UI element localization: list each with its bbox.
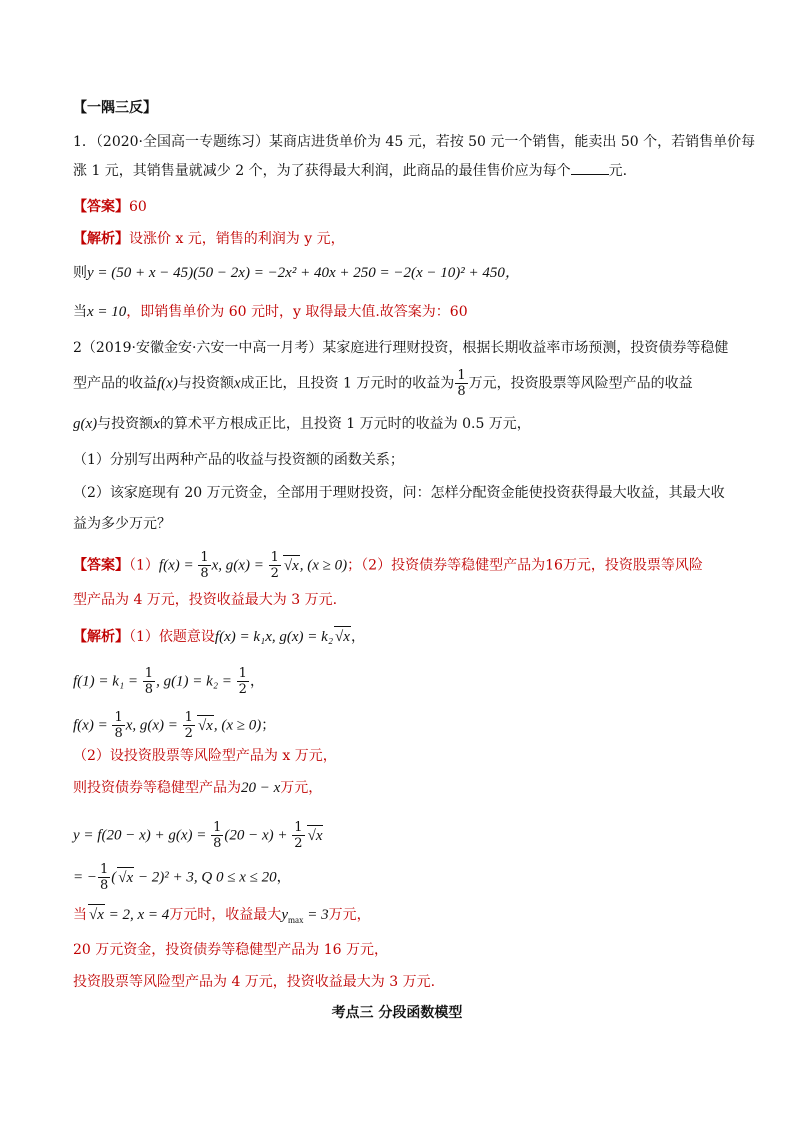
sqrt-arg: x (126, 869, 134, 886)
sqrt-x-2: √x (334, 626, 351, 647)
an7-c: − 2)² + 3, Q 0 ≤ x ≤ 20 (134, 869, 277, 886)
an8-c: 万元， (328, 907, 371, 923)
sqrt-arg: x (97, 907, 104, 923)
q2-analysis-line6 (73, 820, 323, 851)
sqrt-x-5: √x (117, 867, 134, 888)
frac-den: 8 (213, 836, 222, 851)
conclusion-prefix: 当 (73, 304, 87, 320)
ans-gx: x, g(x) = (211, 557, 268, 574)
fraction-half-an2 (237, 666, 249, 697)
q2-analysis-line8 (73, 904, 371, 930)
an1-end: ， (350, 629, 365, 645)
an2-b: , g(1) = k₂ = (156, 673, 236, 690)
an2-a: f(1) = k₁ = (73, 673, 142, 690)
section-title: 考点三 分段函数模型 (331, 1005, 463, 1021)
an5-a: 则投资债券等稳健型产品为 (73, 780, 241, 796)
an2-end: ， (249, 673, 264, 690)
an8-b: 万元时，收益最大 (169, 907, 282, 923)
sqrt-x-3: √x (197, 715, 214, 736)
an5-math: 20 − x (241, 780, 281, 796)
sqrt-arg: x (206, 717, 213, 734)
frac-den: 2 (238, 682, 247, 697)
q2-analysis-line4: （2）设投资股票等风险型产品为 x 万元， (73, 748, 337, 764)
answer-value: 60 (129, 199, 147, 215)
ans-domain: , (x ≥ 0) (299, 557, 348, 574)
frac-den: 8 (457, 384, 466, 399)
q1-equation (73, 263, 520, 283)
fraction-half-an3 (183, 710, 195, 741)
q2-line2a: 型产品的收益 (73, 375, 157, 392)
fx-symbol: f(x) (157, 375, 178, 392)
q2-sub1: （1）分别写出两种产品的收益与投资额的函数关系； (73, 452, 404, 468)
q2-analysis-line5 (73, 778, 322, 798)
frac-den: 2 (184, 726, 193, 741)
frac-den: 8 (200, 566, 209, 581)
q2-line2b: 与投资额 (177, 375, 234, 392)
q1-analysis (73, 229, 345, 249)
an8-math: = 2, x = 4 (104, 907, 170, 923)
eq-prefix: 则 (73, 265, 87, 281)
q2-line3b: 的算术平方根成正比，且投资 1 万元时的收益为 0.5 万元， (159, 416, 531, 432)
frac-den: 2 (270, 566, 279, 581)
frac-den: 2 (294, 836, 303, 851)
an5-b: 万元， (280, 780, 323, 796)
sqrt-arg: x (292, 557, 299, 574)
an6-b: (20 − x) + (224, 827, 292, 844)
q1-line1: 1．（2020·全国高一专题练习）某商店进货单价为 45 元，若按 50 元一个销售，能卖出 50 个，若销售单价每 (73, 134, 756, 150)
frac-num: 1 (270, 550, 279, 565)
analysis-text: 设涨价 x 元，销售的利润为 y 元， (129, 231, 345, 247)
q2-sub2-line2: 益为多少万元？ (73, 516, 171, 532)
sqrt-x-6: √x (88, 904, 105, 925)
q1-line2 (73, 161, 627, 181)
fraction-one-eighth-ans (198, 550, 210, 581)
frac-num: 1 (200, 550, 209, 565)
an8-a: 当 (73, 907, 87, 923)
analysis-label-2: 【解析】 (73, 629, 129, 645)
fraction-one-eighth (455, 368, 467, 399)
an3-b: x, g(x) = (125, 717, 182, 734)
frac-den: 8 (100, 878, 109, 893)
frac-den: 8 (144, 682, 154, 697)
q2-line2d: 万元，投资股票等风险型产品的收益 (468, 375, 693, 392)
sqrt-x: √x (283, 555, 300, 576)
q2-sub2-line1: （2）该家庭现有 20 万元资金，全部用于理财投资，问：怎样分配资金能使投资获得最大收益，其最大收 (73, 485, 725, 501)
an1-math: f(x) = k₁x, g(x) = k₂ (214, 629, 334, 645)
fraction-one-eighth-an7 (98, 862, 110, 893)
frac-num: 1 (144, 666, 154, 681)
q2-line2 (73, 368, 693, 399)
q2-analysis-line9: 20 万元资金，投资债券等稳健型产品为 16 万元， (73, 942, 388, 958)
an3-c: , (x ≥ 0) (213, 717, 262, 734)
q1-line2-end: 元. (608, 163, 628, 179)
q2-analysis-line10: 投资股票等风险型产品为 4 万元，投资收益最大为 3 万元. (73, 974, 436, 990)
fraction-one-eighth-an2 (143, 666, 155, 697)
x-symbol: x (233, 375, 241, 392)
eq-math: y = (50 + x − 45)(50 − 2x) = −2x² + 40x + 250 = −2(x − 10)² + 450， (87, 265, 520, 281)
frac-num: 1 (294, 820, 303, 835)
an7-end: ， (276, 869, 291, 886)
fraction-one-eighth-an6 (211, 820, 223, 851)
ans-fx: f(x) = (158, 557, 198, 574)
frac-num: 1 (114, 710, 123, 725)
sqrt-arg: x (343, 629, 350, 645)
q2-analysis-line2 (73, 666, 264, 697)
answer-label: 【答案】 (73, 199, 129, 215)
frac-num: 1 (184, 710, 193, 725)
frac-num: 1 (213, 820, 222, 835)
an6-a: y = f(20 − x) + g(x) = (73, 827, 211, 844)
q2-line3 (73, 414, 531, 434)
fraction-one-eighth-an3 (112, 710, 124, 741)
x-symbol-2: x (153, 416, 160, 432)
q2-analysis-line3 (73, 710, 275, 741)
fraction-half-ans (269, 550, 281, 581)
y-max-symbol: y (281, 907, 288, 923)
q2-line1: 2（2019·安徽金安·六安一中高一月考）某家庭进行理财投资，根据长期收益率市场预测，投资债券等稳健 (73, 340, 729, 356)
q2-analysis-line7 (73, 862, 291, 893)
analysis-label: 【解析】 (73, 231, 129, 247)
answer-label-2: 【答案】 (73, 557, 129, 574)
frac-num: 1 (100, 862, 109, 877)
an8-eq: = 3 (303, 907, 329, 923)
fraction-half-an6 (292, 820, 304, 851)
gx-symbol: g(x) (73, 416, 98, 432)
sqrt-x-4: √x (307, 825, 324, 846)
q1-conclusion (73, 302, 468, 322)
q1-answer (73, 197, 147, 217)
frac-num: 1 (238, 666, 247, 681)
section-header: 【一隅三反】 (73, 100, 157, 116)
frac-den: 8 (114, 726, 123, 741)
q2-line2c: 成正比，且投资 1 万元时的收益为 (240, 375, 455, 392)
sqrt-arg: x (315, 827, 323, 844)
q2-answer-line2: 型产品为 4 万元，投资收益最大为 3 万元. (73, 592, 338, 608)
an3-end: ； (261, 717, 276, 734)
max-subscript: max (287, 914, 304, 925)
an7-b: ( (111, 869, 117, 886)
an3-a: f(x) = (73, 717, 112, 734)
answer-blank (571, 161, 609, 175)
an7-a: = − (73, 869, 97, 886)
an1-text: （1）依题意设 (129, 629, 215, 645)
q2-answer-line1 (73, 550, 703, 581)
q2-analysis-line1 (73, 626, 365, 647)
q1-line2-text: 涨 1 元，其销售量就减少 2 个，为了获得最大利润，此商品的最佳售价应为每个 (73, 163, 571, 179)
ans-part2: ；（2）投资债券等稳健型产品为16万元，投资股票等风险 (347, 557, 703, 574)
conclusion-text: ，即销售单价为 60 元时，y 取得最大值.故答案为：60 (126, 304, 468, 320)
frac-num: 1 (457, 368, 466, 383)
q2-line3a: 与投资额 (97, 416, 154, 432)
ans-part1: （1） (129, 557, 159, 574)
conclusion-math: x = 10 (87, 304, 127, 320)
